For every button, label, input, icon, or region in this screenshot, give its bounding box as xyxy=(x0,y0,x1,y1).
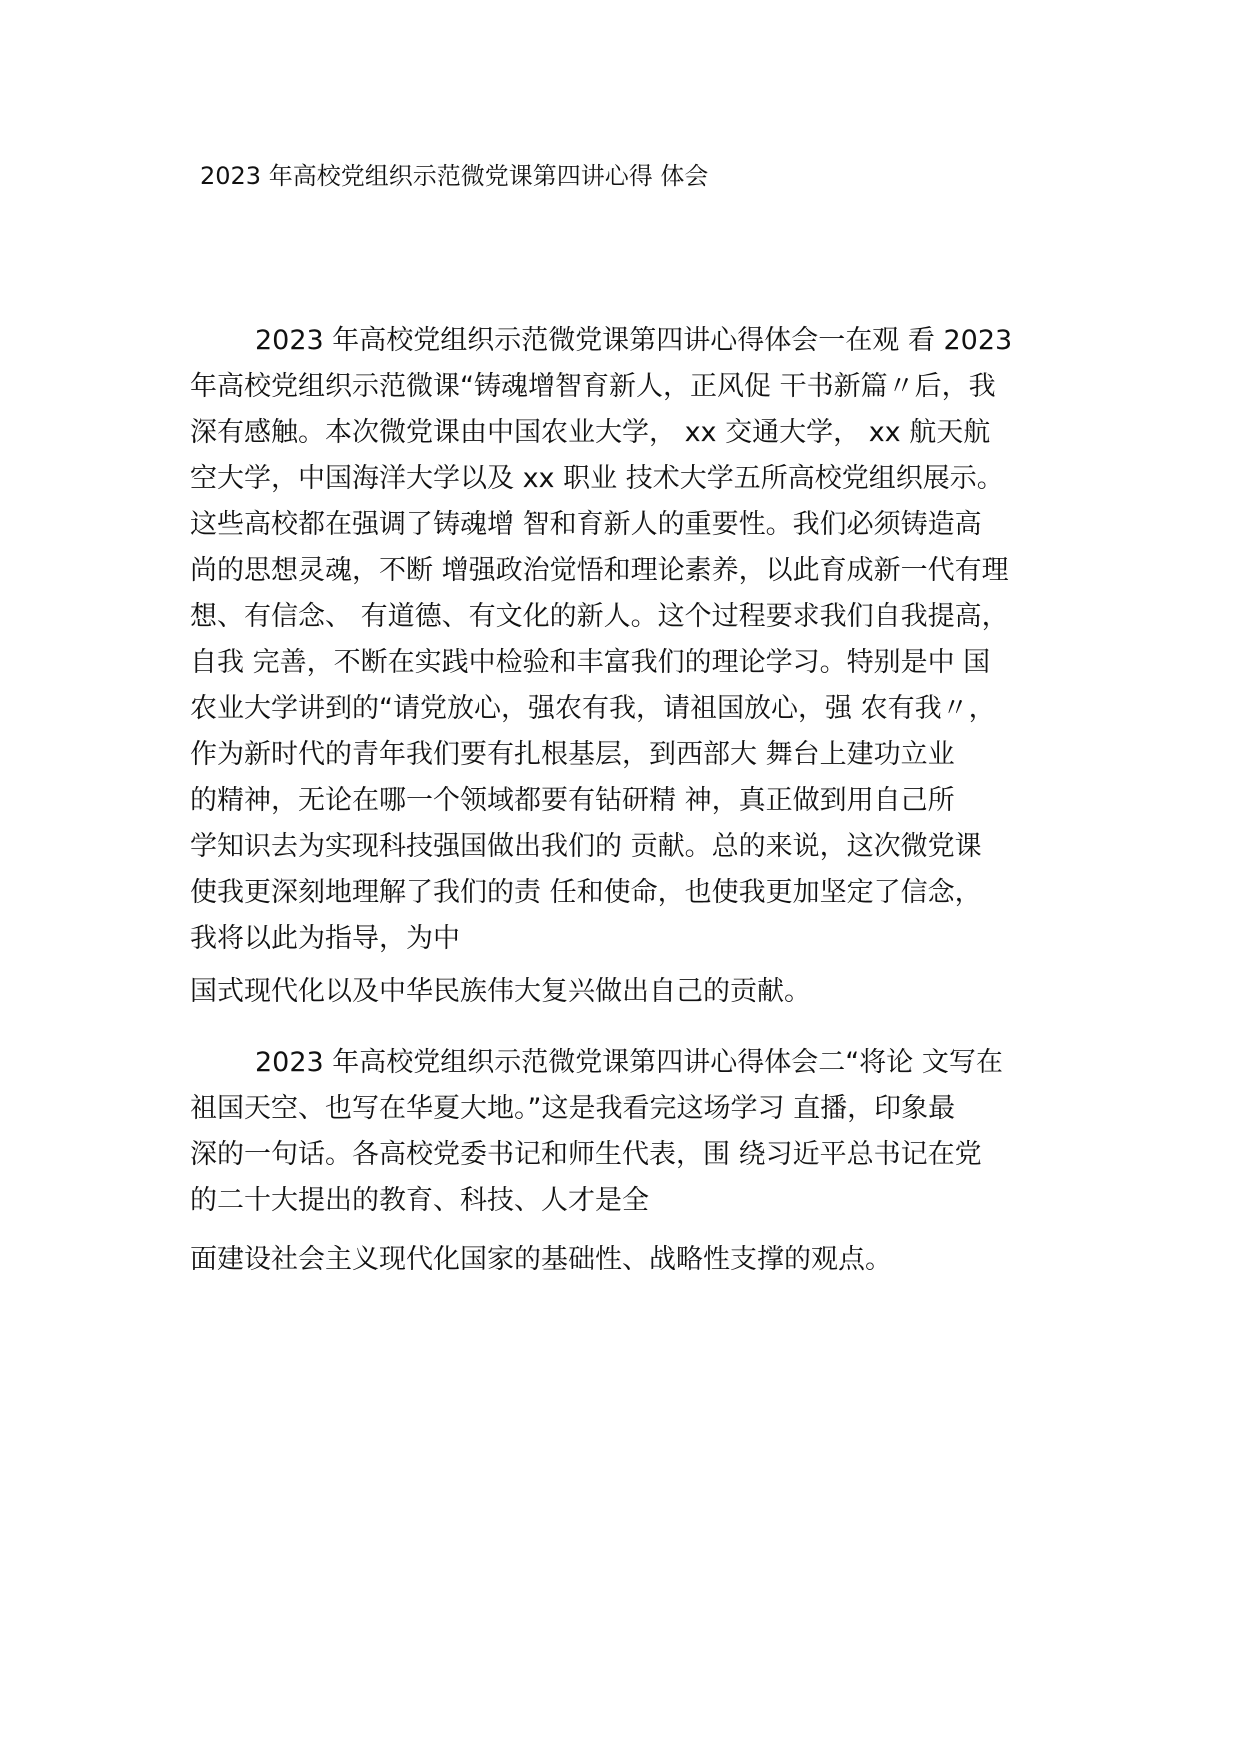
document-title: 2023 年高校党组织示范微党课第四讲心得 体会 xyxy=(200,162,709,190)
paragraph-line: 面建设社会主义现代化国家的基础性、战略性支撑的观点。 xyxy=(190,1244,892,1275)
paragraph-line: 2023 年高校党组织示范微党课第四讲心得体会二“将论 文写在 xyxy=(255,1047,1003,1078)
paragraph-line: 年高校党组织示范微课“铸魂增智育新人，正风促 干书新篇〃后，我 xyxy=(190,371,996,402)
paragraph-line: 想、有信念、 有道德、有文化的新人。这个过程要求我们自我提高， xyxy=(190,601,1009,632)
paragraph-line: 自我 完善，不断在实践中检验和丰富我们的理论学习。特别是中 国 xyxy=(190,647,991,678)
paragraph-line: 的精神，无论在哪一个领域都要有钻研精 神，真正做到用自己所 xyxy=(190,785,955,816)
paragraph-line: 尚的思想灵魂，不断 增强政治觉悟和理论素养，以此育成新一代有理 xyxy=(190,555,1009,586)
paragraph-line: 2023 年高校党组织示范微党课第四讲心得体会一在观 看 2023 xyxy=(255,325,1013,356)
paragraph-line: 祖国天空、也写在华夏大地。”这是我看完这场学习 直播，印象最 xyxy=(190,1093,956,1124)
paragraph-line: 国式现代化以及中华民族伟大复兴做出自己的贡献。 xyxy=(190,976,811,1007)
paragraph-1-tail xyxy=(190,969,1070,1015)
paragraph-line: 深的一句话。各高校党委书记和师生代表，围 绕习近平总书记在党 xyxy=(190,1139,982,1170)
paragraph-line: 这些高校都在强调了铸魂增 智和育新人的重要性。我们必须铸造高 xyxy=(190,509,982,540)
paragraph-line: 我将以此为指导，为中 xyxy=(190,923,460,954)
paragraph-line: 空大学，中国海洋大学以及 xx 职业 技术大学五所高校党组织展示。 xyxy=(190,463,1004,494)
paragraph-2-tail xyxy=(190,1237,1070,1283)
paragraph-line: 深有感触。本次微党课由中国农业大学， xx 交通大学， xx 航天航 xyxy=(190,417,991,448)
paragraph-1 xyxy=(190,318,1070,962)
paragraph-line: 使我更深刻地理解了我们的责 任和使命，也使我更加坚定了信念， xyxy=(190,877,982,908)
paragraph-line: 农业大学讲到的“请党放心，强农有我，请祖国放心，强 农有我〃， xyxy=(190,693,996,724)
paragraph-line: 学知识去为实现科技强国做出我们的 贡献。总的来说，这次微党课 xyxy=(190,831,982,862)
paragraph-2 xyxy=(190,1040,1070,1224)
paragraph-line: 作为新时代的青年我们要有扎根基层，到西部大 舞台上建功立业 xyxy=(190,739,955,770)
paragraph-line: 的二十大提出的教育、科技、人才是全 xyxy=(190,1185,649,1216)
